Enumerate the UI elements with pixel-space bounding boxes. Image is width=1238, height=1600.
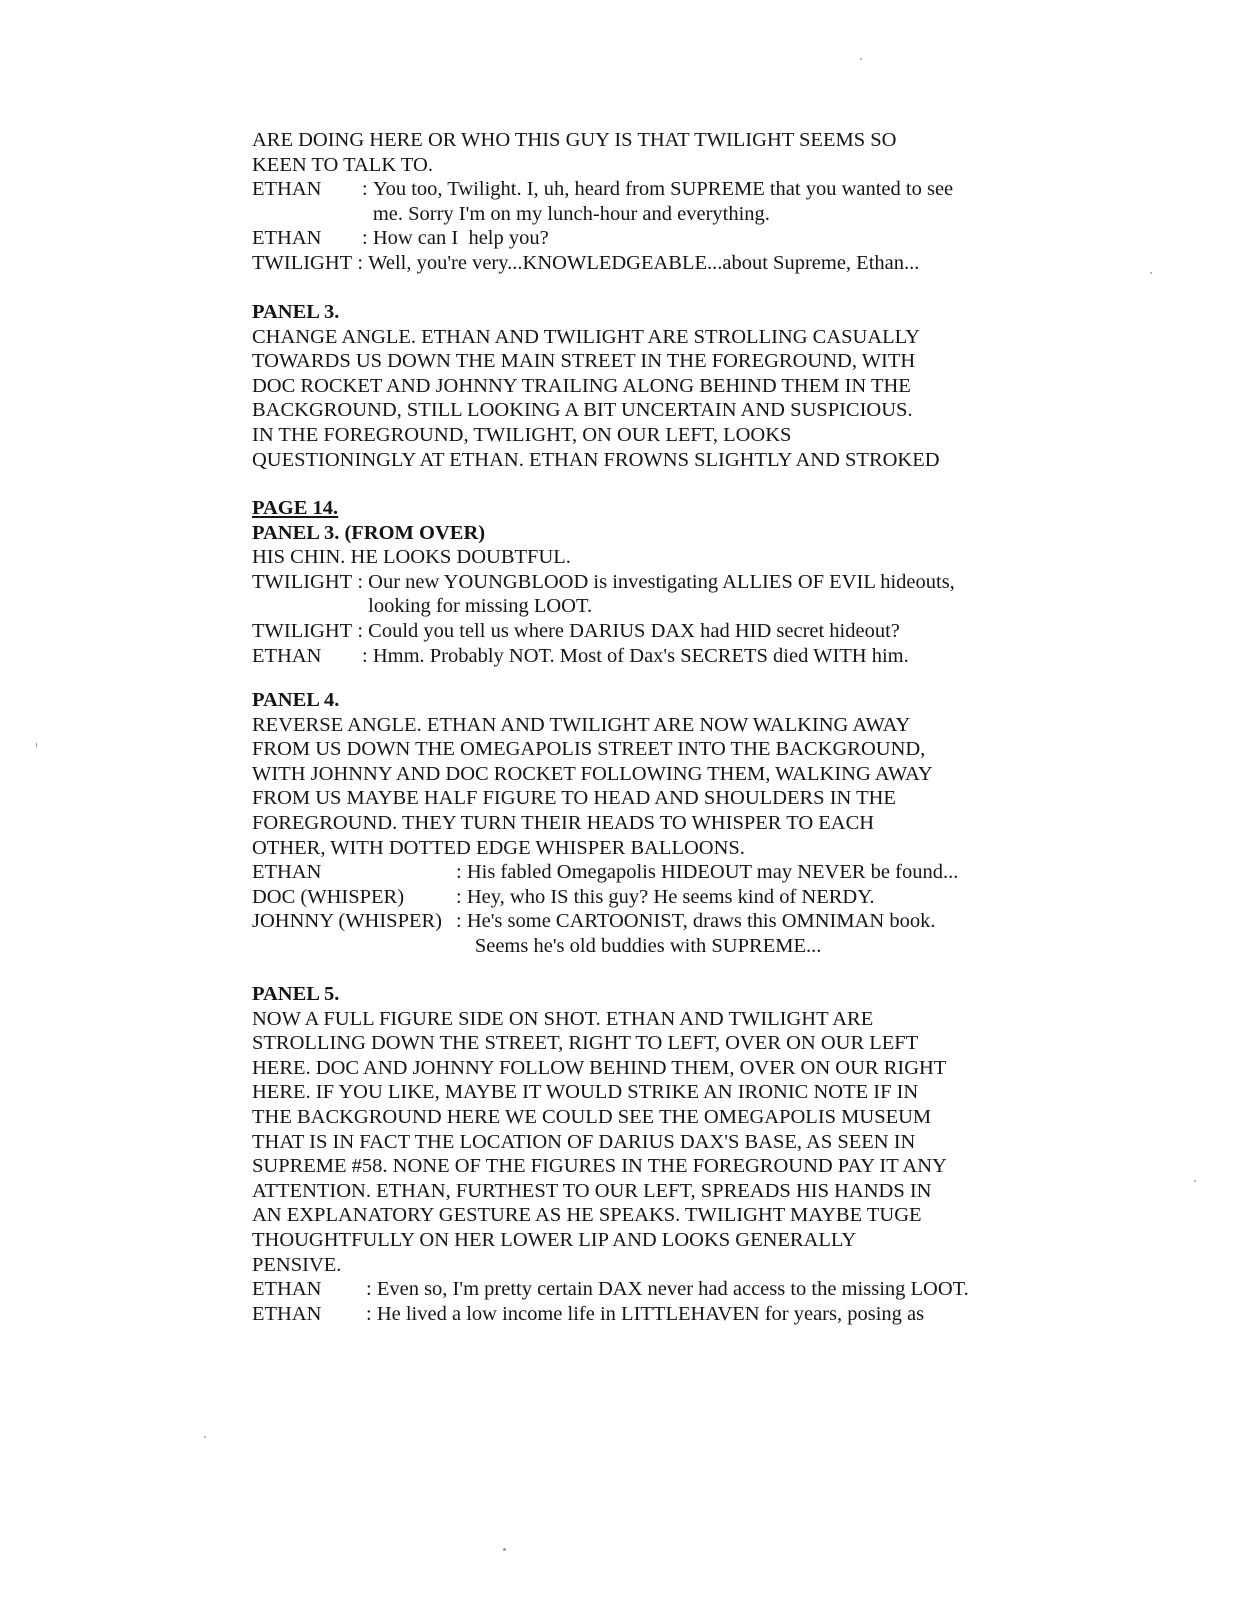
dialogue-entry	[252, 644, 1012, 669]
scan-speck	[1194, 1180, 1196, 1182]
description-line: TOWARDS US DOWN THE MAIN STREET IN THE FOREGROUND, WITH	[252, 350, 916, 373]
dialogue-line: He's some CARTOONIST, draws this OMNIMAN book.	[466, 910, 936, 933]
colon-separator: :	[456, 885, 467, 908]
page-heading: PAGE 14.	[252, 497, 339, 519]
colon-separator: :	[352, 251, 369, 274]
speaker-name: ETHAN	[252, 1302, 322, 1325]
scan-speck	[503, 1548, 506, 1551]
dialogue-line: me. Sorry I'm on my lunch-hour and everything.	[372, 202, 770, 225]
description-line: ATTENTION. ETHAN, FURTHEST TO OUR LEFT, SPREADS HIS HANDS IN	[252, 1179, 932, 1202]
dialogue-text	[377, 1277, 969, 1302]
dialogue-text	[377, 1302, 924, 1327]
speaker-name: ETHAN	[252, 227, 322, 250]
description-line: STROLLING DOWN THE STREET, RIGHT TO LEFT, OVER ON OUR LEFT	[252, 1032, 919, 1055]
description-line: HERE. IF YOU LIKE, MAYBE IT WOULD STRIKE AN IRONIC NOTE IF IN	[252, 1081, 919, 1104]
description-line: BACKGROUND, STILL LOOKING A BIT UNCERTAIN AND SUSPICIOUS.	[252, 399, 913, 422]
dialogue-entry	[252, 909, 1012, 958]
description-line: HERE. DOC AND JOHNNY FOLLOW BEHIND THEM, OVER ON OUR RIGHT	[252, 1056, 947, 1079]
dialogue-entry	[252, 570, 1012, 619]
description-line: OTHER, WITH DOTTED EDGE WHISPER BALLOONS.	[252, 836, 745, 859]
description-line: FROM US MAYBE HALF FIGURE TO HEAD AND SHOULDERS IN THE	[252, 787, 896, 810]
colon-separator: :	[366, 1278, 377, 1301]
dialogue-line: Hmm. Probably NOT. Most of Dax's SECRETS died WITH him.	[372, 644, 909, 667]
dialogue-line: You too, Twilight. I, uh, heard from SUPREME that you wanted to see	[372, 178, 954, 201]
description-line: DOC ROCKET AND JOHNNY TRAILING ALONG BEHIND THEM IN THE	[252, 374, 911, 397]
description-line: NOW A FULL FIGURE SIDE ON SHOT. ETHAN AND TWILIGHT ARE	[252, 1007, 874, 1030]
panel-5-section	[252, 982, 1012, 1326]
description-line: SUPREME #58. NONE OF THE FIGURES IN THE FOREGROUND PAY IT ANY	[252, 1155, 947, 1178]
colon-separator: :	[352, 619, 369, 642]
dialogue-line: He lived a low income life in LITTLEHAVEN for years, posing as	[376, 1302, 925, 1325]
scan-speck	[860, 58, 862, 60]
dialogue-entry	[252, 1302, 1012, 1327]
description-line: ARE DOING HERE OR WHO THIS GUY IS THAT TWILIGHT SEEMS SO	[252, 129, 897, 151]
dialogue-line: How can I help you?	[372, 227, 549, 250]
scan-speck	[1150, 272, 1152, 274]
description-line: REVERSE ANGLE. ETHAN AND TWILIGHT ARE NOW WALKING AWAY	[252, 713, 911, 736]
speaker-name: ETHAN	[252, 861, 322, 884]
description-line: KEEN TO TALK TO.	[252, 153, 433, 176]
speaker-name: TWILIGHT	[252, 251, 353, 274]
description-line: HIS CHIN. HE LOOKS DOUBTFUL.	[252, 546, 571, 569]
colon-separator: :	[362, 644, 373, 667]
colon-separator: :	[362, 227, 373, 250]
dialogue-entry	[252, 226, 1012, 251]
dialogue-line: Seems he's old buddies with SUPREME...	[474, 934, 822, 957]
speaker-name: DOC (WHISPER)	[252, 885, 405, 908]
dialogue-entry	[252, 177, 1012, 226]
colon-separator: :	[352, 570, 369, 593]
dialogue-text	[368, 619, 900, 644]
description-line: THOUGHTFULLY ON HER LOWER LIP AND LOOKS GENERALLY	[252, 1228, 857, 1251]
panel-3-section	[252, 300, 1012, 472]
dialogue-text	[368, 570, 955, 619]
description-line: AN EXPLANATORY GESTURE AS HE SPEAKS. TWILIGHT MAYBE TUGE	[252, 1204, 922, 1227]
dialogue-line: Well, you're very...KNOWLEDGEABLE...about Supreme, Ethan...	[368, 251, 920, 274]
scan-speck	[36, 742, 37, 748]
description-line: THE BACKGROUND HERE WE COULD SEE THE OMEGAPOLIS MUSEUM	[252, 1105, 932, 1128]
intro-section	[252, 128, 1012, 276]
speaker-name: JOHNNY (WHISPER)	[252, 910, 442, 933]
description-line: FROM US DOWN THE OMEGAPOLIS STREET INTO THE BACKGROUND,	[252, 738, 926, 761]
panel-heading: PANEL 3. (FROM OVER)	[252, 521, 486, 544]
dialogue-entry	[252, 251, 1012, 276]
dialogue-text	[373, 644, 909, 669]
speaker-name: ETHAN	[252, 178, 322, 201]
dialogue-line: Hey, who IS this guy? He seems kind of NERDY.	[466, 885, 875, 908]
speaker-name: TWILIGHT	[252, 570, 353, 593]
scan-speck	[204, 1436, 206, 1438]
description-line: CHANGE ANGLE. ETHAN AND TWILIGHT ARE STROLLING CASUALLY	[252, 325, 920, 348]
dialogue-text	[368, 251, 919, 276]
colon-separator: :	[456, 910, 467, 933]
description-line: QUESTIONINGLY AT ETHAN. ETHAN FROWNS SLIGHTLY AND STROKED	[252, 448, 940, 471]
dialogue-text	[467, 885, 875, 910]
panel-heading: PANEL 3.	[252, 301, 340, 323]
dialogue-entry	[252, 1277, 1012, 1302]
dialogue-text	[373, 177, 953, 226]
colon-separator: :	[366, 1302, 377, 1325]
description-line: IN THE FOREGROUND, TWILIGHT, ON OUR LEFT, LOOKS	[252, 423, 792, 446]
speaker-name: ETHAN	[252, 644, 322, 667]
dialogue-text	[373, 226, 549, 251]
speaker-name: TWILIGHT	[252, 619, 353, 642]
dialogue-entry	[252, 885, 1012, 910]
page-14-section	[252, 496, 1012, 668]
speaker-name: ETHAN	[252, 1278, 322, 1301]
dialogue-entry	[252, 860, 1012, 885]
dialogue-text	[467, 860, 959, 885]
colon-separator: :	[456, 861, 467, 884]
dialogue-text	[467, 909, 936, 958]
panel-heading: PANEL 4.	[252, 689, 340, 711]
dialogue-line: Even so, I'm pretty certain DAX never had access to the missing LOOT.	[376, 1278, 969, 1301]
dialogue-entry	[252, 619, 1012, 644]
colon-separator: :	[362, 178, 373, 201]
description-line: WITH JOHNNY AND DOC ROCKET FOLLOWING THEM, WALKING AWAY	[252, 762, 933, 785]
dialogue-line: Our new YOUNGBLOOD is investigating ALLIES OF EVIL hideouts,	[368, 570, 955, 593]
description-line: PENSIVE.	[252, 1253, 342, 1276]
dialogue-line: Could you tell us where DARIUS DAX had HID secret hideout?	[368, 619, 900, 642]
dialogue-line: looking for missing LOOT.	[368, 595, 593, 618]
description-line: FOREGROUND. THEY TURN THEIR HEADS TO WHISPER TO EACH	[252, 811, 875, 834]
dialogue-line: His fabled Omegapolis HIDEOUT may NEVER be found...	[466, 861, 959, 884]
panel-4-section	[252, 688, 1012, 959]
description-line: THAT IS IN FACT THE LOCATION OF DARIUS DAX'S BASE, AS SEEN IN	[252, 1130, 916, 1153]
panel-heading: PANEL 5.	[252, 983, 340, 1005]
